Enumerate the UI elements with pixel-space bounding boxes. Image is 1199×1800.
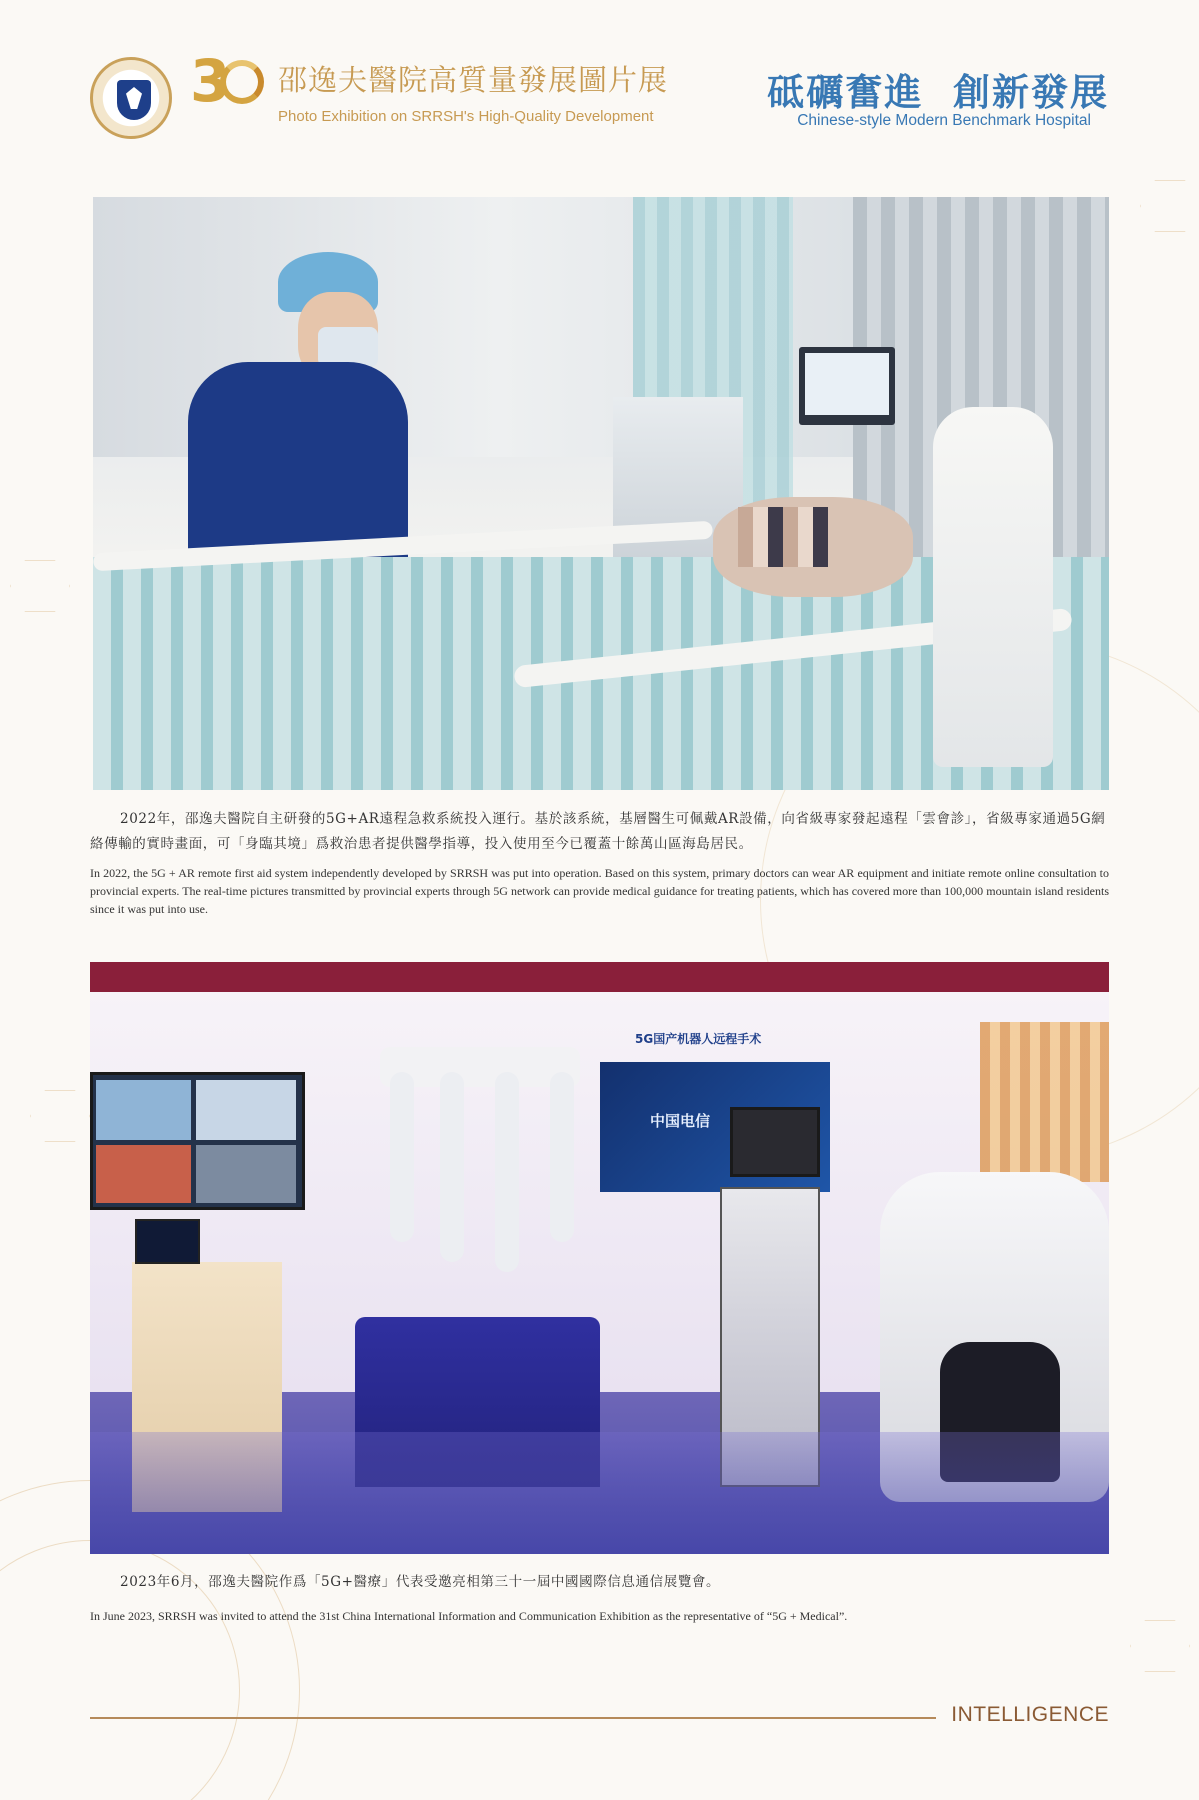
photo-remote-first-aid [93, 197, 1109, 790]
footer-divider [90, 1717, 936, 1719]
decorative-hexagon [1130, 1620, 1190, 1672]
decorative-hexagon [30, 1090, 90, 1142]
screen-text: 中国电信 [650, 1112, 711, 1130]
photo-exhibition-booth [90, 962, 1109, 1554]
caption-1-en: In 2022, the 5G + AR remote first aid system independently developed by SRRSH was put into operation. Based on this system, primary doctors can wear AR equipment and initiate remote online consultation to provincial experts. The real-time pictures transmitted by provincial experts through 5G network can provide medical guidance for treating patients, which has covered more than 100,000 mountain island residents since it was put into use. [90, 866, 1109, 916]
page-header [90, 47, 1109, 142]
decorative-hexagon [10, 560, 70, 612]
caption-2-cn: 2023年6月，邵逸夫醫院作爲「5G+醫療」代表受邀亮相第三十一屆中國國際信息通信展覽會。 [120, 1574, 721, 1590]
footer-section-label: INTELLIGENCE [951, 1703, 1109, 1726]
slogan-en: Chinese-style Modern Benchmark Hospital [797, 112, 1091, 129]
30th-anniversary-logo-icon: 3 [190, 52, 260, 142]
decorative-hexagon [1140, 180, 1199, 232]
exhibition-title-en: Photo Exhibition on SRRSH's High-Quality Development [278, 108, 654, 125]
slogan-cn: 砥礪奮進 創新發展 [767, 71, 1109, 114]
caption-2-en: In June 2023, SRRSH was invited to attend the 31st China International Information and Communication Exhibition as the representative of “5G + Medical”. [90, 1609, 848, 1623]
caption-1-cn: 2022年，邵逸夫醫院自主研發的5G+AR遠程急救系統投入運行。基於該系統，基層醫生可佩戴AR設備，向省級專家發起遠程「雲會診」，省級專家通過5G網絡傳輸的實時畫面，可「身臨其境」爲救治患者提供醫學指導，投入使用至今已覆蓋十餘萬山區海島居民。 [90, 811, 1106, 852]
exhibition-title-cn: 邵逸夫醫院高質量發展圖片展 [278, 63, 669, 97]
booth-banner-text: 5G国产机器人远程手术 [635, 1032, 762, 1046]
hospital-crest-icon [90, 57, 172, 139]
